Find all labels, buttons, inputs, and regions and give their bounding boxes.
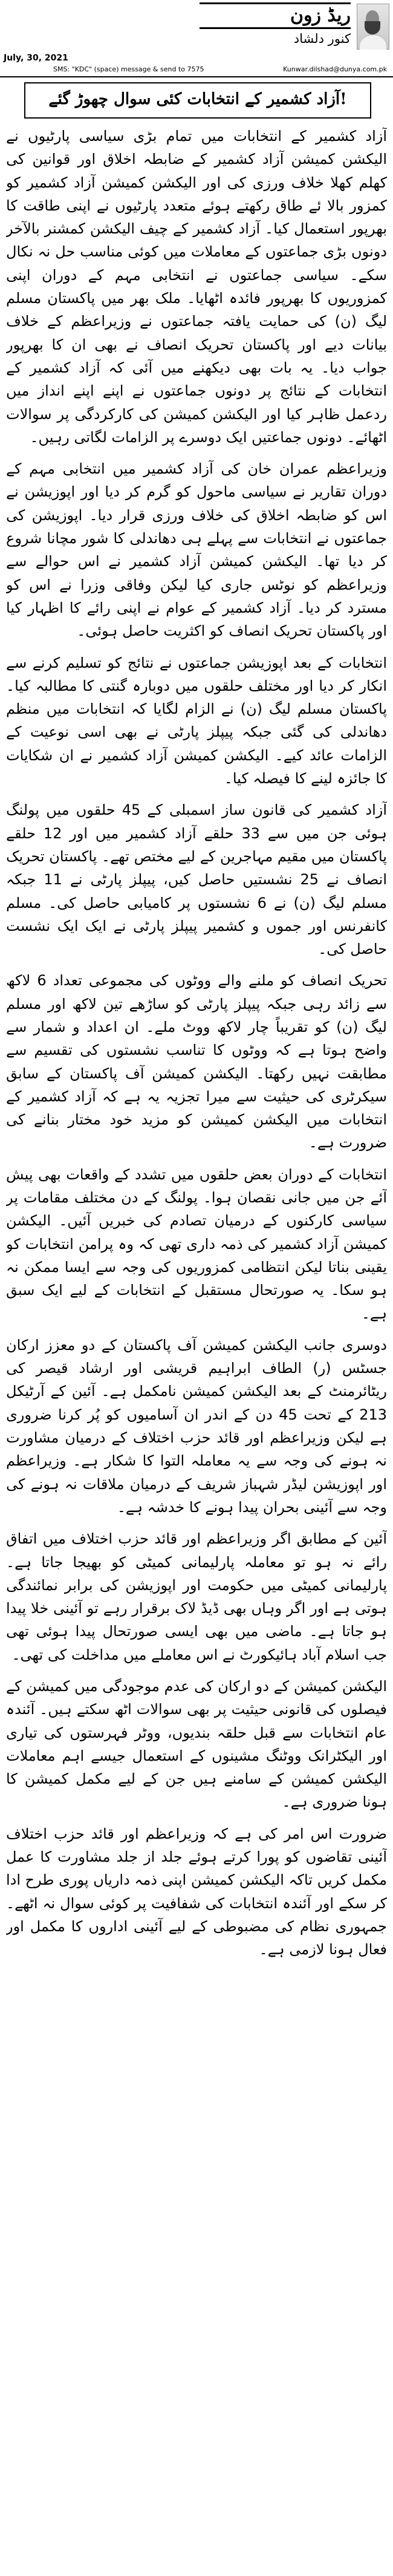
article-paragraph: آئین کے مطابق اگر وزیراعظم اور قائد حزب اختلاف میں اتفاق رائے نہ ہو تو معاملہ پارلیمانی کمیٹی کو بھیجا جاتا ہے۔ پارلیمانی کمیٹی میں حکومت اور اپوزیشن کی برابر نمائندگی ہوتی ہے اور اگر وہاں بھی ڈیڈ لاک برقرار رہے تو آئینی خلا پیدا ہو جاتا ہے۔ ماضی میں بھی ایسی صورتحال پیدا ہوئی تھی جب اسلام آباد ہائیکورٹ نے اس معاملے میں مداخلت کی تھی۔ [6,1530,387,1663]
author-photo [357,4,389,50]
column-title: آزاد کشمیر کے انتخابات کئی سوال چھوڑ گئے! [24,82,371,119]
publish-date: July, 30, 2021 [4,53,68,63]
column-brand-logo: ریڈ زون [200,2,351,29]
header-divider [0,76,393,77]
sms-instructions: SMS: "KDC" (space) message & send to 7575 [53,65,204,73]
article-paragraph: انتخابات کے دوران بعض حلقوں میں تشدد کے واقعات بھی پیش آئے جن میں جانی نقصان ہوا۔ پولنگ کے دن مختلف مقامات پر سیاسی کارکنوں کے درمیان تصادم کی خبریں آئیں۔ الیکشن کمیشن آزاد کشمیر کی ذمہ داری تھی کہ وہ پرامن انتخابات کو یقینی بناتا لیکن انتظامی کمزوریوں کی وجہ سے ایسا ممکن نہ ہو سکا۔ یہ صورتحال مستقبل کے انتخابات کے لیے ایک سبق ہے۔ [6,1166,387,1322]
article-paragraph: آزاد کشمیر کی قانون ساز اسمبلی کے 45 حلقوں میں پولنگ ہوئی جن میں سے 33 حلقے آزاد کشمیر میں اور 12 حلقے پاکستان میں مقیم مہاجرین کے لیے مختص تھے۔ پاکستان تحریک انصاف نے 25 نشستیں حاصل کیں، پیپلز پارٹی نے 11 جبکہ مسلم لیگ (ن) نے 6 نشستوں پر کامیابی حاصل کی۔ مسلم کانفرنس اور جموں و کشمیر پیپلز پارٹی نے ایک ایک نشست حاصل کی۔ [6,801,387,958]
article-paragraph: وزیراعظم عمران خان کی آزاد کشمیر میں انتخابی مہم کے دوران تقاریر نے سیاسی ماحول کو گرم کر دیا اور اپوزیشن نے اس کو ضابطہ اخلاق کی خلاف ورزی قرار دیا۔ اپوزیشن کی جماعتوں نے انتخابات سے پہلے ہی دھاندلی کا شور مچانا شروع کر دیا تھا۔ الیکشن کمیشن آزاد کشمیر نے اس حوالے سے وزیراعظم کو نوٹس جاری کیا لیکن وفاقی وزرا نے اس کو مسترد کر دیا۔ آزاد کشمیر کے عوام نے اپنی رائے کا اظہار کیا اور پاکستان تحریک انصاف کو اکثریت حاصل ہوئی۔ [6,460,387,640]
article-paragraph: تحریک انصاف کو ملنے والے ووٹوں کی مجموعی تعداد 6 لاکھ سے زائد رہی جبکہ پیپلز پارٹی کو ساڑھے تین لاکھ اور مسلم لیگ (ن) کو تقریباً چار لاکھ ووٹ ملے۔ ان اعداد و شمار سے واضح ہوتا ہے کہ ووٹوں کا تناسب نشستوں کی تقسیم سے مطابقت نہیں رکھتا۔ الیکشن کمیشن آف پاکستان کے سابق سیکرٹری کی حیثیت سے میرا تجزیہ یہ ہے کہ آزاد کشمیر کے انتخابات میں الیکشن کمیشن کو مزید خود مختار بنانے کی ضرورت ہے۔ [6,972,387,1152]
article-body [6,125,387,2568]
article-paragraph: انتخابات کے بعد اپوزیشن جماعتوں نے نتائج کو تسلیم کرنے سے انکار کر دیا اور مختلف حلقوں میں دوبارہ گنتی کا مطالبہ کیا۔ پاکستان مسلم لیگ (ن) نے الزام لگایا کہ انتخابات میں منظم دھاندلی کی گئی جبکہ پیپلز پارٹی نے بھی اسی نوعیت کے الزامات عائد کیے۔ الیکشن کمیشن آزاد کشمیر نے ان شکایات کا جائزہ لینے کا فیصلہ کیا۔ [6,654,387,787]
author-email[interactable]: Kunwar.dilshad@dunya.com.pk [283,65,387,73]
article-paragraph: الیکشن کمیشن کے دو ارکان کی عدم موجودگی میں کمیشن کے فیصلوں کی قانونی حیثیت پر بھی سوالات اٹھ سکتے ہیں۔ آئندہ عام انتخابات سے قبل حلقہ بندیوں، ووٹر فہرستوں کی تیاری اور الیکٹرانک ووٹنگ مشینوں کے استعمال جیسے اہم معاملات الیکشن کمیشن کے سامنے ہیں جن کے لیے مکمل کمیشن کا ہونا ضروری ہے۔ [6,1678,387,1811]
article-paragraph: ضرورت اس امر کی ہے کہ وزیراعظم اور قائد حزب اختلاف آئینی تقاضوں کو پورا کرتے ہوئے جلد از جلد مشاورت کا عمل مکمل کریں تاکہ الیکشن کمیشن اپنی ذمہ داریاں پوری طرح ادا کر سکے اور آئندہ انتخابات کی شفافیت پر کوئی سوال نہ اٹھے۔ جمہوری نظام کی مضبوطی کے لیے آئینی اداروں کا مکمل اور فعال ہونا لازمی ہے۔ [6,1825,387,1958]
article-paragraph: دوسری جانب الیکشن کمیشن آف پاکستان کے دو معزز ارکان جسٹس (ر) الطاف ابراہیم قریشی اور ارشاد قیصر کی ریٹائرمنٹ کے بعد الیکشن کمیشن نامکمل ہے۔ آئین کے آرٹیکل 213 کے تحت 45 دن کے اندر ان آسامیوں کو پُر کرنا ضروری ہے لیکن وزیراعظم اور قائد حزب اختلاف کے درمیان مشاورت نہ ہونے کی وجہ سے یہ معاملہ التوا کا شکار ہے۔ وزیراعظم اور اپوزیشن لیڈر شہباز شریف کے درمیان ملاقات نہ ہونے کی وجہ سے آئینی بحران پیدا ہونے کا خدشہ ہے۔ [6,1336,387,1516]
column-header [0,0,393,79]
author-name: کنور دلشاد [293,31,351,46]
article-paragraph: آزاد کشمیر کے انتخابات میں تمام بڑی سیاسی پارٹیوں نے الیکشن کمیشن آزاد کشمیر کے ضابطہ اخلاق اور قوانین کی کھلم کھلا خلاف ورزی کی اور الیکشن کمیشن آزاد کشمیر کو کمزور بالا ئے طاق رکھتے ہوئے متعدد پارٹیوں نے اپنی طاقت کا بھرپور استعمال کیا۔ آزاد کشمیر کے چیف الیکشن کمشنر بالآخر دونوں بڑی جماعتوں کے معاملات میں کوئی مناسب حل نہ نکال سکے۔ سیاسی جماعتوں نے انتخابی مہم کے دوران اپنی کمزوریوں کا بھرپور فائدہ اٹھایا۔ ملک بھر میں پاکستان مسلم لیگ (ن) کی حمایت یافتہ جماعتوں نے وزیراعظم کے خلاف بیانات دیے اور پاکستان تحریک انصاف نے بھی ان کا بھرپور جواب دیا۔ یہ بات بھی دیکھنے میں آئی کہ آزاد کشمیر کے انتخابات کے نتائج پر دونوں جماعتوں نے اپنے اپنے انداز میں ردعمل ظاہر کیا اور الیکشن کمیشن کی کارکردگی پر سوالات اٹھائے۔ دونوں جماعتیں ایک دوسرے پر الزامات لگاتی رہیں۔ [6,128,387,446]
